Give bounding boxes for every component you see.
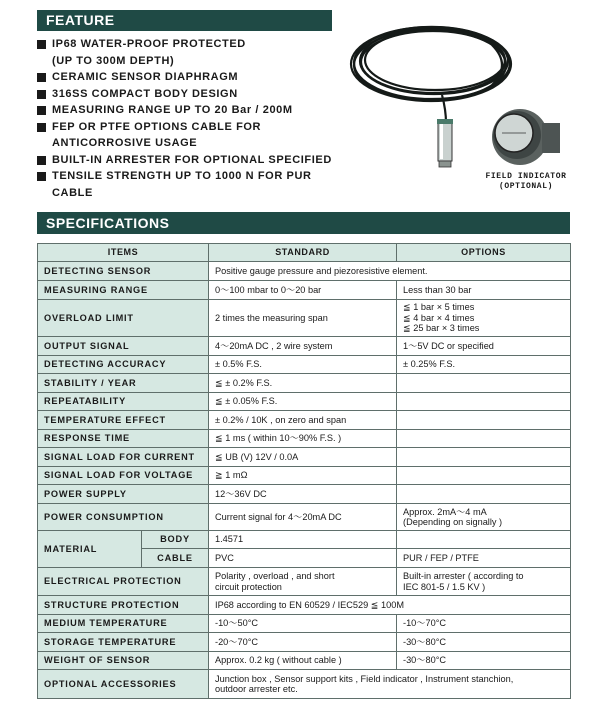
field-indicator-image xyxy=(492,109,560,165)
table-row xyxy=(38,262,571,281)
row-options: Approx. 2mA～4 mA (Depending on signally ) xyxy=(397,504,571,531)
bullet-square-icon xyxy=(37,73,46,82)
row-standard: Current signal for 4～20mA DC xyxy=(209,504,397,531)
row-label: OVERLOAD LIMIT xyxy=(38,300,209,337)
table-row xyxy=(38,485,571,504)
row-label: ELECTRICAL PROTECTION xyxy=(38,568,209,596)
feature-text-cont: (UP TO 300M DEPTH) xyxy=(52,54,175,67)
row-label: OUTPUT SIGNAL xyxy=(38,337,209,356)
table-row xyxy=(38,531,571,549)
row-sublabel: BODY xyxy=(142,531,209,549)
header-items: ITEMS xyxy=(38,244,209,262)
bullet-square-icon xyxy=(37,90,46,99)
row-label: STORAGE TEMPERATURE xyxy=(38,633,209,652)
feature-text: MEASURING RANGE UP TO 20 Bar / 200M xyxy=(52,104,293,116)
row-label: STABILITY / YEAR xyxy=(38,374,209,393)
sensor-probe-image xyxy=(437,119,453,167)
row-label: REPEATABILITY xyxy=(38,393,209,411)
table-row xyxy=(38,337,571,356)
product-photo xyxy=(342,15,570,175)
feature-item xyxy=(37,102,357,119)
row-standard: 0～100 mbar to 0～20 bar xyxy=(209,281,397,300)
row-standard: Positive gauge pressure and piezoresistive element. xyxy=(209,262,571,281)
row-options: -30～80°C xyxy=(397,652,571,670)
row-label: STRUCTURE PROTECTION xyxy=(38,596,209,615)
bullet-square-icon xyxy=(37,106,46,115)
table-row xyxy=(38,430,571,448)
row-options xyxy=(397,485,571,504)
feature-item xyxy=(37,168,357,201)
row-label: OPTIONAL ACCESSORIES xyxy=(38,670,209,699)
feature-item xyxy=(37,86,357,103)
table-header-row xyxy=(38,244,571,262)
row-label: POWER CONSUMPTION xyxy=(38,504,209,531)
row-standard: ≧ 1 mΩ xyxy=(209,467,397,485)
row-standard: PVC xyxy=(209,549,397,568)
row-label: POWER SUPPLY xyxy=(38,485,209,504)
row-options xyxy=(397,531,571,549)
row-sublabel: CABLE xyxy=(142,549,209,568)
feature-heading: FEATURE xyxy=(37,10,332,31)
row-options xyxy=(397,467,571,485)
row-options: ± 0.25% F.S. xyxy=(397,356,571,374)
row-standard: -10～50°C xyxy=(209,615,397,633)
row-standard: IP68 according to EN 60529 / IEC529 ≦ 100M xyxy=(209,596,571,615)
row-standard: -20～70°C xyxy=(209,633,397,652)
table-row xyxy=(38,393,571,411)
table-row xyxy=(38,633,571,652)
row-label: MATERIAL xyxy=(38,531,142,568)
bullet-square-icon xyxy=(37,156,46,165)
table-row xyxy=(38,504,571,531)
row-standard: ≦ UB (V) 12V / 0.0A xyxy=(209,448,397,467)
table-row xyxy=(38,281,571,300)
table-row xyxy=(38,411,571,430)
table-row xyxy=(38,374,571,393)
row-options: 1～5V DC or specified xyxy=(397,337,571,356)
row-options xyxy=(397,374,571,393)
row-options: Less than 30 bar xyxy=(397,281,571,300)
row-options: PUR / FEP / PTFE xyxy=(397,549,571,568)
feature-item xyxy=(37,36,357,69)
row-label: TEMPERATURE EFFECT xyxy=(38,411,209,430)
row-options xyxy=(397,393,571,411)
row-standard: 1.4571 xyxy=(209,531,397,549)
feature-item xyxy=(37,152,357,169)
row-label: MEASURING RANGE xyxy=(38,281,209,300)
row-standard: 12～36V DC xyxy=(209,485,397,504)
table-row xyxy=(38,300,571,337)
specifications-heading: SPECIFICATIONS xyxy=(37,212,570,234)
header-options: OPTIONS xyxy=(397,244,571,262)
feature-text: IP68 WATER-PROOF PROTECTED xyxy=(52,38,246,50)
row-standard: ≦ ± 0.2% F.S. xyxy=(209,374,397,393)
row-label: DETECTING SENSOR xyxy=(38,262,209,281)
row-options xyxy=(397,411,571,430)
row-label: MEDIUM TEMPERATURE xyxy=(38,615,209,633)
table-row xyxy=(38,467,571,485)
row-label: SIGNAL LOAD FOR VOLTAGE xyxy=(38,467,209,485)
field-indicator-caption xyxy=(470,172,582,192)
bullet-square-icon xyxy=(37,172,46,181)
feature-text: BUILT-IN ARRESTER FOR OPTIONAL SPECIFIED xyxy=(52,153,332,166)
row-standard: Approx. 0.2 kg ( without cable ) xyxy=(209,652,397,670)
row-options xyxy=(397,430,571,448)
feature-text: TENSILE STRENGTH UP TO 1000 N FOR PUR xyxy=(52,170,312,182)
table-row xyxy=(38,670,571,699)
row-standard: ≦ ± 0.05% F.S. xyxy=(209,393,397,411)
row-standard: ≦ 1 ms ( within 10～90% F.S. ) xyxy=(209,430,397,448)
feature-text: 316SS COMPACT BODY DESIGN xyxy=(52,87,238,100)
row-options: Built-in arrester ( according to IEC 801-5 / 1.5 KV ) xyxy=(397,568,571,596)
row-options xyxy=(397,448,571,467)
feature-text-cont: CABLE xyxy=(52,186,93,199)
bullet-square-icon xyxy=(37,123,46,132)
feature-text: CERAMIC SENSOR DIAPHRAGM xyxy=(52,71,239,83)
table-row xyxy=(38,596,571,615)
row-standard: 4～20mA DC , 2 wire system xyxy=(209,337,397,356)
row-standard: Junction box , Sensor support kits , Field indicator , Instrument stanchion, outdoor arrester etc. xyxy=(209,670,571,699)
feature-item xyxy=(37,69,357,86)
feature-list xyxy=(37,36,357,201)
row-options: -10～70°C xyxy=(397,615,571,633)
feature-text-cont: ANTICORROSIVE USAGE xyxy=(52,137,198,149)
bullet-square-icon xyxy=(37,40,46,49)
feature-text: FEP OR PTFE OPTIONS CABLE FOR xyxy=(52,120,262,133)
row-label: SIGNAL LOAD FOR CURRENT xyxy=(38,448,209,467)
caption-line: (OPTIONAL) xyxy=(498,182,553,191)
table-row xyxy=(38,615,571,633)
row-label: DETECTING ACCURACY xyxy=(38,356,209,374)
row-standard: ± 0.5% F.S. xyxy=(209,356,397,374)
specifications-table xyxy=(37,243,571,699)
table-row xyxy=(38,568,571,596)
row-options: -30～80°C xyxy=(397,633,571,652)
table-row xyxy=(38,652,571,670)
row-label: WEIGHT OF SENSOR xyxy=(38,652,209,670)
row-standard: 2 times the measuring span xyxy=(209,300,397,337)
header-standard: STANDARD xyxy=(209,244,397,262)
row-label: RESPONSE TIME xyxy=(38,430,209,448)
row-options: ≦ 1 bar × 5 times ≦ 4 bar × 4 times ≦ 25 bar × 3 times xyxy=(397,300,571,337)
table-row xyxy=(38,356,571,374)
cable-coil-image xyxy=(351,27,511,123)
caption-line: FIELD INDICATOR xyxy=(485,172,567,181)
row-standard: Polarity , overload , and short circuit protection xyxy=(209,568,397,596)
feature-item xyxy=(37,119,357,152)
row-standard: ± 0.2% / 10K , on zero and span xyxy=(209,411,397,430)
table-row xyxy=(38,448,571,467)
